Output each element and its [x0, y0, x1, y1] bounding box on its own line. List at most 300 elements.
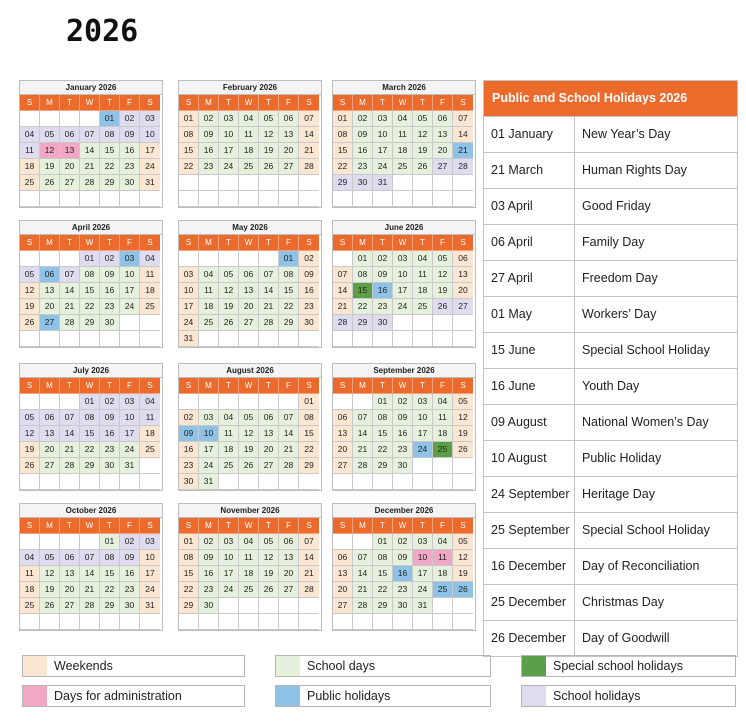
weekday-header: S	[20, 518, 40, 534]
empty-day-cell	[120, 331, 140, 347]
day-cell: 21	[353, 582, 373, 598]
empty-day-cell	[433, 331, 453, 347]
day-cell: 23	[100, 299, 120, 315]
day-cell: 05	[453, 394, 473, 410]
year-title: 2026	[66, 14, 139, 49]
weekday-header: F	[120, 518, 140, 534]
weekday-header: F	[120, 235, 140, 251]
day-cell: 02	[179, 410, 199, 426]
day-cell: 07	[353, 410, 373, 426]
day-cell: 23	[393, 582, 413, 598]
day-cell: 28	[353, 458, 373, 474]
day-cell: 28	[299, 582, 319, 598]
day-cell: 21	[60, 442, 80, 458]
day-cell: 22	[100, 582, 120, 598]
month-calendar	[332, 363, 476, 491]
weekday-header: F	[433, 95, 453, 111]
day-cell: 10	[140, 550, 160, 566]
empty-day-cell	[219, 331, 239, 347]
day-cell: 03	[413, 394, 433, 410]
empty-day-cell	[279, 191, 299, 207]
empty-day-cell	[299, 175, 319, 191]
day-cell: 18	[393, 143, 413, 159]
empty-day-cell	[259, 474, 279, 490]
day-cell: 01	[179, 111, 199, 127]
holiday-date: 25 December	[484, 585, 575, 620]
day-cell: 06	[279, 534, 299, 550]
holiday-row	[484, 404, 737, 440]
weekday-header: M	[199, 235, 219, 251]
day-cell: 13	[60, 566, 80, 582]
day-cell: 04	[239, 534, 259, 550]
weekday-header: W	[80, 235, 100, 251]
day-cell: 28	[259, 315, 279, 331]
day-cell: 24	[140, 159, 160, 175]
day-cell: 11	[239, 550, 259, 566]
day-cell: 02	[120, 534, 140, 550]
day-cell: 09	[299, 267, 319, 283]
day-cell: 27	[40, 315, 60, 331]
holidays-panel	[483, 80, 738, 657]
day-cell: 06	[60, 550, 80, 566]
day-cell: 13	[40, 283, 60, 299]
empty-day-cell	[239, 598, 259, 614]
day-cell: 19	[219, 299, 239, 315]
day-cell: 19	[40, 159, 60, 175]
day-cell: 14	[60, 283, 80, 299]
month-title: March 2026	[333, 81, 475, 95]
day-cell: 31	[373, 175, 393, 191]
day-cell: 21	[80, 159, 100, 175]
day-cell: 26	[453, 442, 473, 458]
day-cell: 09	[120, 127, 140, 143]
holiday-date: 16 December	[484, 549, 575, 584]
empty-day-cell	[60, 614, 80, 630]
day-cell: 06	[453, 251, 473, 267]
day-cell: 25	[413, 299, 433, 315]
weekday-header: S	[140, 235, 160, 251]
day-cell: 18	[433, 426, 453, 442]
empty-day-cell	[60, 111, 80, 127]
month-calendar	[178, 220, 322, 348]
day-cell: 01	[333, 111, 353, 127]
day-cell: 23	[353, 159, 373, 175]
weekday-header: T	[60, 235, 80, 251]
day-cell: 21	[80, 582, 100, 598]
day-cell: 15	[353, 283, 373, 299]
day-cell: 23	[199, 159, 219, 175]
legend-label: Special school holidays	[553, 659, 683, 673]
day-cell: 04	[140, 394, 160, 410]
day-cell: 26	[453, 582, 473, 598]
day-cell: 07	[299, 534, 319, 550]
day-cell: 02	[373, 251, 393, 267]
empty-day-cell	[60, 394, 80, 410]
day-cell: 20	[60, 159, 80, 175]
empty-day-cell	[120, 474, 140, 490]
empty-day-cell	[393, 331, 413, 347]
day-cell: 31	[140, 175, 160, 191]
day-cell: 05	[453, 534, 473, 550]
empty-day-cell	[299, 331, 319, 347]
day-cell: 29	[299, 458, 319, 474]
day-cell: 31	[179, 331, 199, 347]
day-cell: 25	[239, 582, 259, 598]
day-cell: 18	[199, 299, 219, 315]
holiday-date: 21 March	[484, 153, 575, 188]
day-cell: 30	[393, 458, 413, 474]
weekday-header: S	[140, 95, 160, 111]
weekday-header: T	[100, 518, 120, 534]
empty-day-cell	[60, 534, 80, 550]
day-cell: 18	[413, 283, 433, 299]
day-cell: 19	[413, 143, 433, 159]
day-cell: 01	[299, 394, 319, 410]
day-cell: 20	[279, 566, 299, 582]
day-cell: 31	[413, 598, 433, 614]
weekday-header: W	[239, 518, 259, 534]
day-cell: 01	[100, 111, 120, 127]
day-cell: 28	[279, 458, 299, 474]
day-cell: 07	[80, 550, 100, 566]
day-cell: 04	[140, 251, 160, 267]
month-calendar	[19, 363, 163, 491]
day-cell: 10	[393, 267, 413, 283]
empty-day-cell	[100, 614, 120, 630]
day-cell: 03	[219, 111, 239, 127]
day-cell: 17	[140, 566, 160, 582]
empty-day-cell	[120, 614, 140, 630]
day-cell: 09	[393, 410, 413, 426]
empty-day-cell	[40, 111, 60, 127]
legend-label: Weekends	[54, 659, 113, 673]
day-cell: 20	[60, 582, 80, 598]
day-cell: 08	[373, 410, 393, 426]
empty-day-cell	[40, 191, 60, 207]
day-cell: 16	[199, 143, 219, 159]
day-cell: 24	[120, 299, 140, 315]
day-cell: 27	[279, 159, 299, 175]
holiday-date: 15 June	[484, 333, 575, 368]
weekday-header: S	[20, 235, 40, 251]
day-cell: 24	[120, 442, 140, 458]
day-cell: 29	[333, 175, 353, 191]
day-cell: 04	[20, 127, 40, 143]
weekday-header: S	[179, 95, 199, 111]
weekday-header: M	[40, 235, 60, 251]
empty-day-cell	[199, 191, 219, 207]
day-cell: 25	[140, 299, 160, 315]
day-cell: 20	[453, 283, 473, 299]
month-calendar	[332, 80, 476, 208]
empty-day-cell	[353, 614, 373, 630]
empty-day-cell	[333, 251, 353, 267]
day-cell: 03	[140, 534, 160, 550]
day-cell: 10	[219, 127, 239, 143]
weekday-header: T	[219, 95, 239, 111]
day-cell: 29	[373, 458, 393, 474]
day-cell: 08	[179, 127, 199, 143]
day-cell: 07	[60, 267, 80, 283]
day-cell: 03	[179, 267, 199, 283]
empty-day-cell	[299, 598, 319, 614]
empty-day-cell	[219, 614, 239, 630]
day-cell: 29	[80, 458, 100, 474]
weekday-header: F	[433, 518, 453, 534]
legend-swatch	[23, 686, 47, 706]
empty-day-cell	[433, 614, 453, 630]
legend-swatch	[276, 656, 300, 676]
empty-day-cell	[299, 614, 319, 630]
holiday-date: 25 September	[484, 513, 575, 548]
day-cell: 18	[20, 159, 40, 175]
weekday-header: W	[239, 235, 259, 251]
day-cell: 16	[179, 442, 199, 458]
day-cell: 02	[393, 534, 413, 550]
day-cell: 23	[120, 582, 140, 598]
day-cell: 22	[80, 299, 100, 315]
empty-day-cell	[413, 614, 433, 630]
empty-day-cell	[20, 534, 40, 550]
day-cell: 07	[279, 410, 299, 426]
empty-day-cell	[179, 191, 199, 207]
day-cell: 18	[433, 566, 453, 582]
month-calendar	[178, 80, 322, 208]
day-cell: 19	[239, 442, 259, 458]
weekday-header: M	[353, 235, 373, 251]
day-cell: 07	[60, 410, 80, 426]
day-cell: 08	[80, 267, 100, 283]
day-cell: 20	[333, 582, 353, 598]
empty-day-cell	[393, 175, 413, 191]
empty-day-cell	[219, 175, 239, 191]
day-cell: 23	[299, 299, 319, 315]
weekday-header: T	[100, 95, 120, 111]
empty-day-cell	[279, 175, 299, 191]
weekday-header: M	[199, 378, 219, 394]
day-cell: 05	[219, 267, 239, 283]
month-title: July 2026	[20, 364, 162, 378]
day-cell: 30	[299, 315, 319, 331]
day-cell: 09	[353, 127, 373, 143]
empty-day-cell	[140, 474, 160, 490]
holiday-name: Christmas Day	[582, 595, 664, 609]
day-cell: 27	[40, 458, 60, 474]
holiday-name: Youth Day	[582, 379, 640, 393]
empty-day-cell	[333, 331, 353, 347]
day-cell: 20	[433, 143, 453, 159]
day-cell: 29	[353, 315, 373, 331]
day-cell: 01	[100, 534, 120, 550]
empty-day-cell	[413, 474, 433, 490]
day-cell: 22	[299, 442, 319, 458]
empty-day-cell	[393, 474, 413, 490]
day-cell: 28	[60, 315, 80, 331]
day-cell: 25	[140, 442, 160, 458]
day-cell: 21	[60, 299, 80, 315]
day-cell: 03	[413, 534, 433, 550]
day-cell: 26	[20, 315, 40, 331]
day-cell: 20	[40, 299, 60, 315]
day-cell: 01	[279, 251, 299, 267]
empty-day-cell	[80, 534, 100, 550]
empty-day-cell	[259, 614, 279, 630]
weekday-header: T	[373, 235, 393, 251]
weekday-header: S	[20, 95, 40, 111]
empty-day-cell	[239, 251, 259, 267]
day-cell: 19	[453, 566, 473, 582]
day-cell: 12	[453, 410, 473, 426]
day-cell: 16	[299, 283, 319, 299]
day-cell: 04	[20, 550, 40, 566]
day-cell: 05	[20, 410, 40, 426]
day-cell: 10	[219, 550, 239, 566]
weekday-header: W	[393, 378, 413, 394]
day-cell: 05	[20, 267, 40, 283]
weekday-header: T	[60, 378, 80, 394]
holiday-row	[484, 296, 737, 332]
day-cell: 26	[20, 458, 40, 474]
empty-day-cell	[373, 331, 393, 347]
day-cell: 22	[353, 299, 373, 315]
weekday-header: T	[219, 378, 239, 394]
holiday-row	[484, 548, 737, 584]
month-title: February 2026	[179, 81, 321, 95]
empty-day-cell	[453, 315, 473, 331]
day-cell: 08	[80, 410, 100, 426]
empty-day-cell	[353, 331, 373, 347]
day-cell: 04	[433, 534, 453, 550]
day-cell: 17	[140, 143, 160, 159]
day-cell: 22	[279, 299, 299, 315]
day-cell: 24	[413, 582, 433, 598]
weekday-header: F	[120, 378, 140, 394]
month-calendar	[19, 220, 163, 348]
weekday-header: S	[333, 518, 353, 534]
day-cell: 30	[353, 175, 373, 191]
day-cell: 09	[373, 267, 393, 283]
day-cell: 20	[279, 143, 299, 159]
day-cell: 08	[179, 550, 199, 566]
holiday-name: New Year’s Day	[582, 127, 671, 141]
empty-day-cell	[239, 474, 259, 490]
empty-day-cell	[433, 175, 453, 191]
day-cell: 12	[20, 426, 40, 442]
day-cell: 25	[433, 442, 453, 458]
empty-day-cell	[373, 191, 393, 207]
holiday-name: Day of Reconciliation	[582, 559, 700, 573]
day-cell: 22	[80, 442, 100, 458]
empty-day-cell	[279, 474, 299, 490]
holiday-row	[484, 224, 737, 260]
day-cell: 21	[299, 566, 319, 582]
day-cell: 20	[333, 442, 353, 458]
day-cell: 27	[333, 598, 353, 614]
day-cell: 31	[199, 474, 219, 490]
empty-day-cell	[453, 191, 473, 207]
day-cell: 16	[393, 426, 413, 442]
day-cell: 23	[393, 442, 413, 458]
empty-day-cell	[179, 251, 199, 267]
month-title: May 2026	[179, 221, 321, 235]
day-cell: 17	[199, 442, 219, 458]
day-cell: 12	[239, 426, 259, 442]
day-cell: 12	[453, 550, 473, 566]
month-calendar	[19, 80, 163, 208]
day-cell: 30	[100, 315, 120, 331]
holiday-row	[484, 260, 737, 296]
weekday-header: T	[100, 235, 120, 251]
day-cell: 29	[100, 598, 120, 614]
weekday-header: S	[453, 378, 473, 394]
empty-day-cell	[60, 251, 80, 267]
day-cell: 30	[373, 315, 393, 331]
day-cell: 20	[239, 299, 259, 315]
day-cell: 11	[433, 410, 453, 426]
day-cell: 08	[353, 267, 373, 283]
day-cell: 14	[299, 550, 319, 566]
weekday-header: W	[393, 235, 413, 251]
month-calendar	[332, 220, 476, 348]
day-cell: 03	[120, 251, 140, 267]
empty-day-cell	[20, 191, 40, 207]
empty-day-cell	[199, 331, 219, 347]
day-cell: 17	[393, 283, 413, 299]
day-cell: 05	[40, 550, 60, 566]
day-cell: 29	[373, 598, 393, 614]
day-cell: 06	[259, 410, 279, 426]
day-cell: 21	[353, 442, 373, 458]
empty-day-cell	[100, 331, 120, 347]
weekday-header: S	[179, 235, 199, 251]
day-cell: 13	[333, 426, 353, 442]
day-cell: 27	[60, 175, 80, 191]
empty-day-cell	[433, 598, 453, 614]
month-title: December 2026	[333, 504, 475, 518]
day-cell: 01	[353, 251, 373, 267]
day-cell: 14	[60, 426, 80, 442]
day-cell: 30	[179, 474, 199, 490]
day-cell: 24	[219, 582, 239, 598]
day-cell: 22	[373, 442, 393, 458]
day-cell: 16	[100, 283, 120, 299]
day-cell: 15	[80, 426, 100, 442]
empty-day-cell	[80, 111, 100, 127]
month-title: September 2026	[333, 364, 475, 378]
day-cell: 02	[120, 111, 140, 127]
holiday-row	[484, 152, 737, 188]
day-cell: 06	[279, 111, 299, 127]
weekday-header: M	[199, 95, 219, 111]
weekday-header: T	[373, 378, 393, 394]
weekday-header: S	[299, 518, 319, 534]
empty-day-cell	[60, 474, 80, 490]
empty-day-cell	[259, 251, 279, 267]
day-cell: 06	[333, 550, 353, 566]
empty-day-cell	[259, 331, 279, 347]
day-cell: 10	[413, 410, 433, 426]
day-cell: 30	[120, 175, 140, 191]
empty-day-cell	[140, 315, 160, 331]
day-cell: 24	[219, 159, 239, 175]
day-cell: 19	[40, 582, 60, 598]
day-cell: 17	[219, 566, 239, 582]
day-cell: 14	[353, 566, 373, 582]
weekday-header: W	[80, 95, 100, 111]
weekday-header: S	[140, 378, 160, 394]
day-cell: 07	[299, 111, 319, 127]
legend-item	[22, 685, 245, 707]
